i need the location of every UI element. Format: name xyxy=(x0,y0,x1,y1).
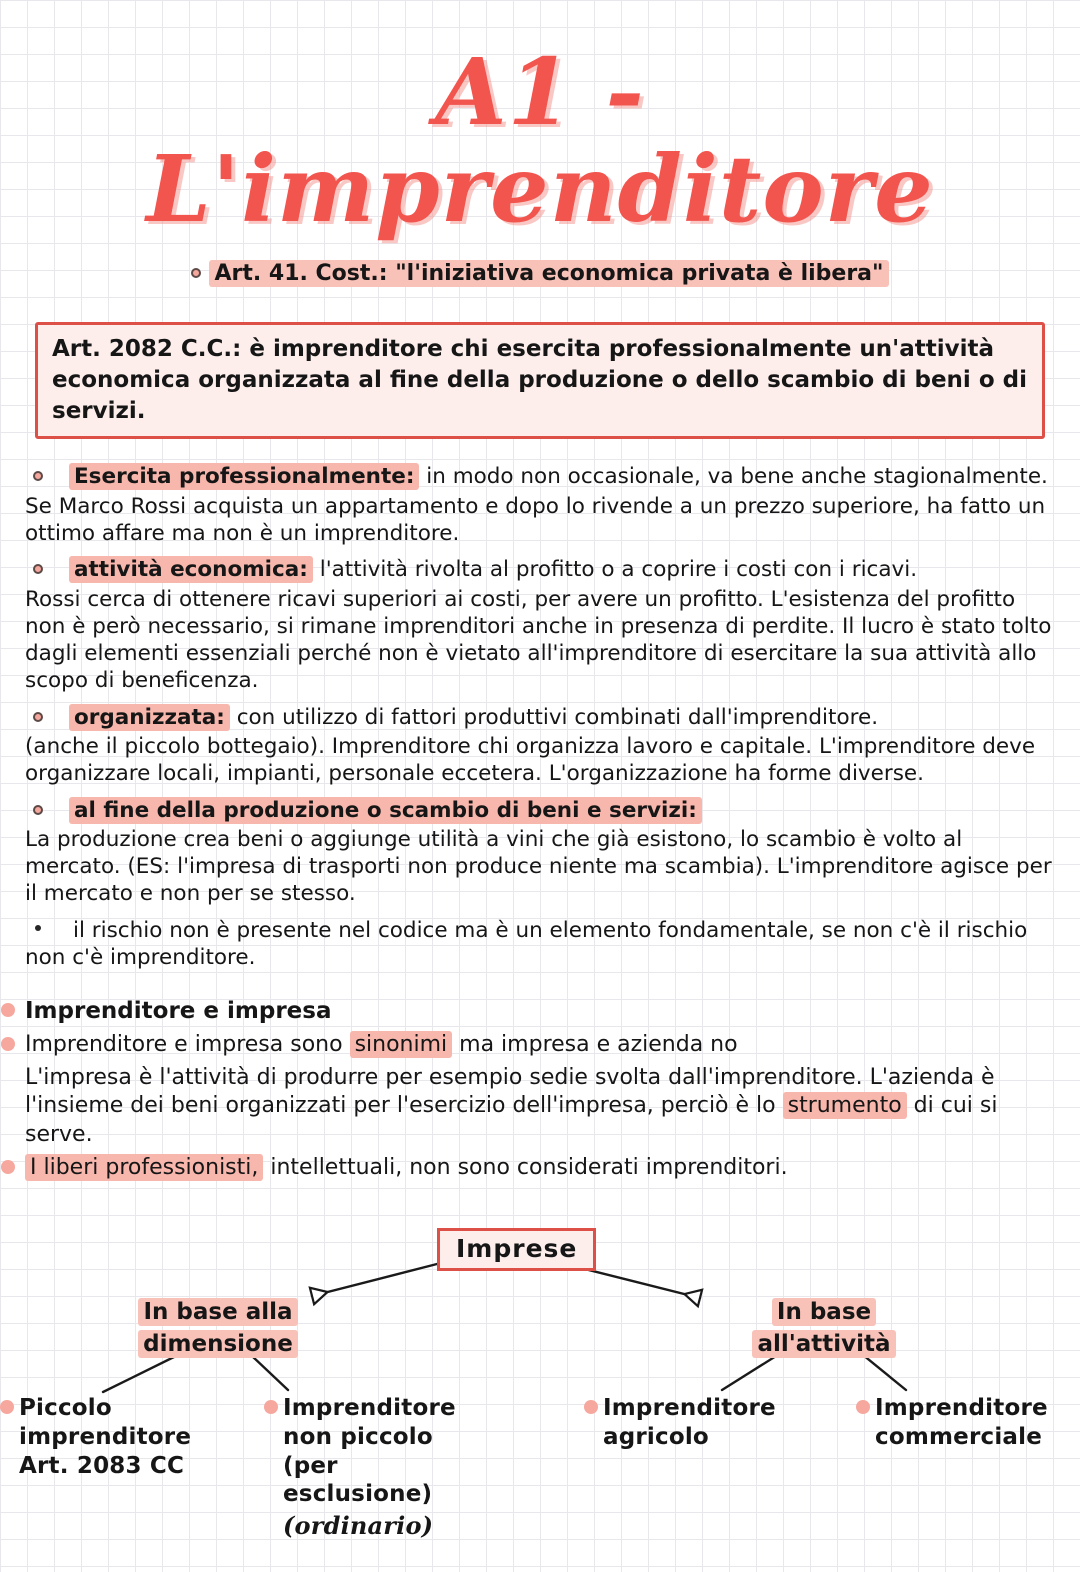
imprenditore-e-impresa-section xyxy=(25,997,1055,1182)
branch-label-attivita xyxy=(748,1296,900,1360)
text: Imprenditore e impresa sono xyxy=(25,1032,350,1058)
text: ma impresa e azienda no xyxy=(452,1032,738,1058)
leaf-text: Imprenditore non piccolo (per esclusione) xyxy=(283,1395,456,1508)
section-heading-text: Imprenditore e impresa xyxy=(25,998,332,1025)
bullet-marker-icon xyxy=(33,805,43,815)
branch-label-text: In base all'attività xyxy=(752,1298,895,1358)
leaf-text: Imprenditore agricolo xyxy=(603,1395,776,1450)
bullet-marker-icon xyxy=(33,712,43,722)
section-line-liberi-professionisti xyxy=(25,1154,1055,1183)
margin-dot-icon xyxy=(1,1037,15,1051)
bullet-inline-text: in modo non occasionale, va bene anche stagionalmente. xyxy=(419,464,1048,490)
bullet-lead: Esercita professionalmente: xyxy=(69,463,419,490)
branch-label-text: In base alla dimensione xyxy=(138,1298,298,1358)
bullet-lead: organizzata: xyxy=(69,704,230,731)
bullet-item xyxy=(25,797,1055,908)
text: di cui si serve. xyxy=(25,1093,998,1148)
bullet-item xyxy=(25,463,1055,547)
leaf-text: Imprenditore commerciale xyxy=(875,1395,1048,1450)
dot-icon xyxy=(35,925,41,931)
diagram-root-imprese: Imprese xyxy=(437,1228,596,1271)
branch-label-dimensione xyxy=(126,1296,310,1360)
bullet-marker-icon xyxy=(33,564,43,574)
imprese-diagram xyxy=(0,1216,1080,1561)
leaf-text: Piccolo imprenditore Art. 2083 CC xyxy=(19,1395,192,1479)
subtitle-text: Art. 41. Cost.: "l'iniziativa economica privata è libera" xyxy=(209,260,888,287)
text: L'impresa è l'attività di produrre per esempio sedie svolta dall'imprenditore. L'azienda è l'insieme dei beni organizzati per l'esercizio dell'impresa, perciò è lo xyxy=(25,1064,995,1119)
bullet-body: Se Marco Rossi acquista un appartamento e dopo lo rivende a un prezzo superiore, ha fatto un ottimo affare ma non è un imprenditore. xyxy=(25,493,1046,546)
notes-page xyxy=(0,38,1080,1182)
bullet-first-line xyxy=(25,704,1055,731)
bullet-lead: al fine della produzione o scambio di beni e servizi: xyxy=(69,797,702,824)
plain-bullet-text: il rischio non è presente nel codice ma è un elemento fondamentale, se non c'è il rischio non c'è imprenditore. xyxy=(25,917,1028,971)
definition-box: Art. 2082 C.C.: è imprenditore chi esercita professionalmente un'attività economica organizzata al fine della produzione o dello scambio di beni o di servizi. xyxy=(35,322,1045,439)
bullet-first-line xyxy=(25,463,1055,490)
bullet-item xyxy=(25,556,1055,694)
bullet-marker-icon xyxy=(33,471,43,481)
generalization-arrow-icon xyxy=(310,1288,328,1304)
bullet-marker-icon xyxy=(191,268,201,278)
bullet-item xyxy=(25,704,1055,788)
section-heading xyxy=(25,997,1055,1027)
margin-dot-icon xyxy=(1,1160,15,1174)
highlighted-text: I liberi professionisti, xyxy=(25,1154,263,1181)
bullet-body: Rossi cerca di ottenere ricavi superiori ai costi, per avere un profitto. L'esistenza del profitto non è però necessario, si rimane imprenditori anche in presenza di perdite. Il lucro è stato tolto dagli elementi essenziali perché non è vietato all'imprenditore di esercitare la sua attività allo scopo di beneficenza. xyxy=(25,586,1052,694)
bullet-inline-text: l'attività rivolta al profitto o a coprire i costi con i ricavi. xyxy=(312,557,918,583)
section-line-impresa-azienda xyxy=(25,1064,1055,1150)
leaf-imprenditore-non-piccolo xyxy=(283,1394,488,1541)
bullet-body: (anche il piccolo bottegaio). Imprenditore chi organizza lavoro e capitale. L'imprenditore deve organizzare locali, impianti, personale eccetera. L'organizzazione ha forme diverse. xyxy=(25,734,1036,787)
highlighted-text: sinonimi xyxy=(350,1031,453,1058)
bullet-item-plain xyxy=(25,917,1055,972)
bullet-list xyxy=(25,463,1055,971)
leaf-note-text: (ordinario) xyxy=(283,1511,434,1541)
bullet-first-line xyxy=(25,556,1055,583)
text: intellettuali, non sono considerati imprenditori. xyxy=(263,1154,788,1180)
bullet-lead: attività economica: xyxy=(69,556,313,583)
page-title: A1 - L'imprenditore xyxy=(146,38,934,243)
margin-dot-icon xyxy=(1,1003,15,1017)
generalization-arrow-icon xyxy=(685,1290,703,1306)
bullet-body: La produzione crea beni o aggiunge utilità a vini che già esistono, lo scambio è volto al mercato. (ES: l'impresa di trasporti non produce niente ma scambia). L'imprenditore agisce per il mercato e non per se stesso. xyxy=(25,826,1052,907)
leaf-imprenditore-agricolo xyxy=(603,1394,788,1452)
bullet-first-line xyxy=(25,797,1055,824)
highlighted-text: strumento xyxy=(783,1092,907,1119)
bullet-inline-text: con utilizzo di fattori produttivi combinati dall'imprenditore. xyxy=(229,704,879,730)
leaf-imprenditore-commerciale xyxy=(875,1394,1070,1452)
leaf-piccolo-imprenditore xyxy=(19,1394,194,1480)
section-line-sinonimi xyxy=(25,1031,1055,1060)
page-subtitle xyxy=(25,261,1055,286)
